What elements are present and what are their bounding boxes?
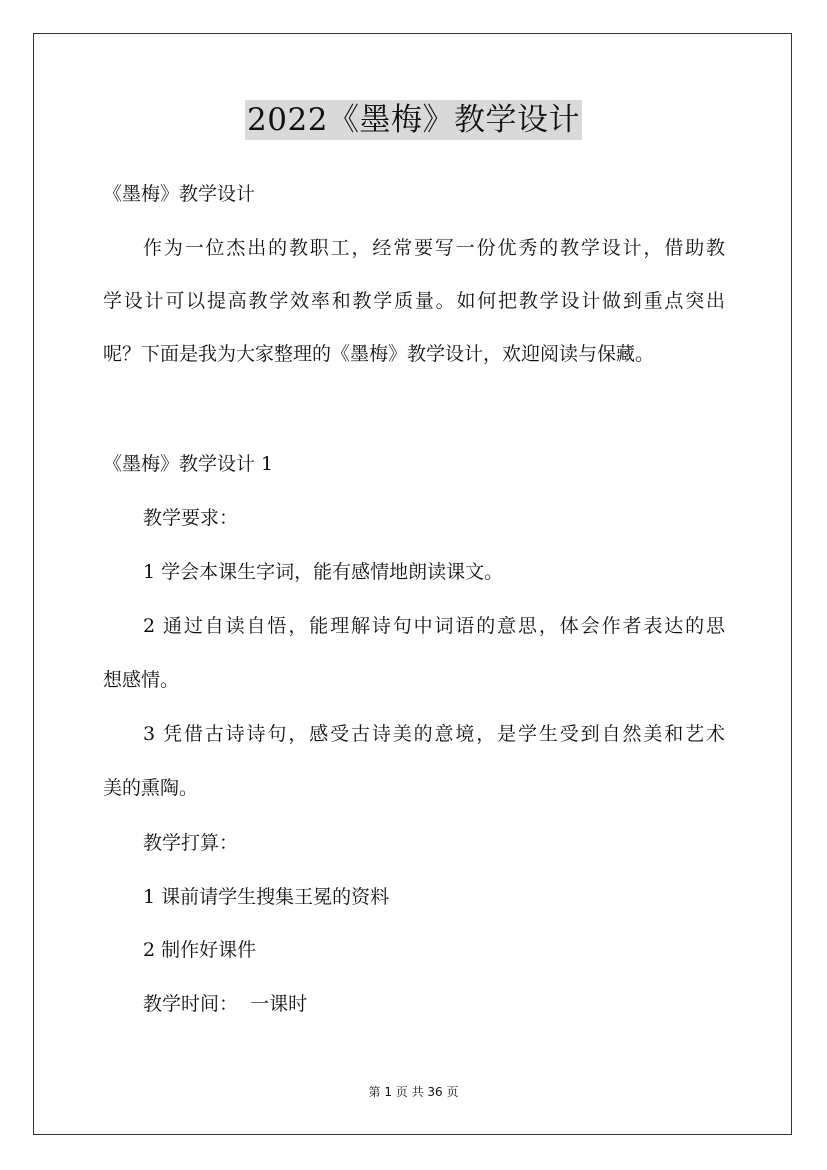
preparation-label: 教学打算： — [143, 832, 239, 854]
requirement-1: 1 学会本课生字词，能有感情地朗读课文。 — [143, 561, 504, 583]
requirement-3-line-1: 3 凭借古诗诗句，感受古诗美的意境，是学生受到自然美和艺术 — [143, 723, 725, 745]
page-number: 第 1 页 共 36 页 — [368, 1085, 459, 1099]
requirement-2-line-2: 想感情。 — [103, 669, 180, 691]
requirement-3-line-2: 美的熏陶。 — [103, 777, 199, 799]
title-container — [0, 100, 827, 140]
intro-line-1: 作为一位杰出的教职工，经常要写一份优秀的教学设计，借助教 — [143, 237, 725, 259]
requirement-2-line-1: 2 通过自读自悟，能理解诗句中词语的意思，体会作者表达的思 — [143, 615, 725, 637]
intro-line-3: 呢？下面是我为大家整理的《墨梅》教学设计，欢迎阅读与保藏。 — [103, 343, 655, 365]
document-subtitle: 《墨梅》教学设计 — [103, 183, 256, 205]
document-title: 2022《墨梅》教学设计 — [247, 102, 580, 138]
section-heading: 《墨梅》教学设计 1 — [103, 453, 274, 475]
preparation-2: 2 制作好课件 — [143, 939, 257, 961]
preparation-1: 1 课前请学生搜集王冕的资料 — [143, 886, 390, 908]
intro-line-2: 学设计可以提高教学效率和教学质量。如何把教学设计做到重点突出 — [103, 290, 725, 312]
teaching-time: 教学时间： 一课时 — [143, 993, 308, 1015]
requirements-label: 教学要求： — [143, 507, 239, 529]
